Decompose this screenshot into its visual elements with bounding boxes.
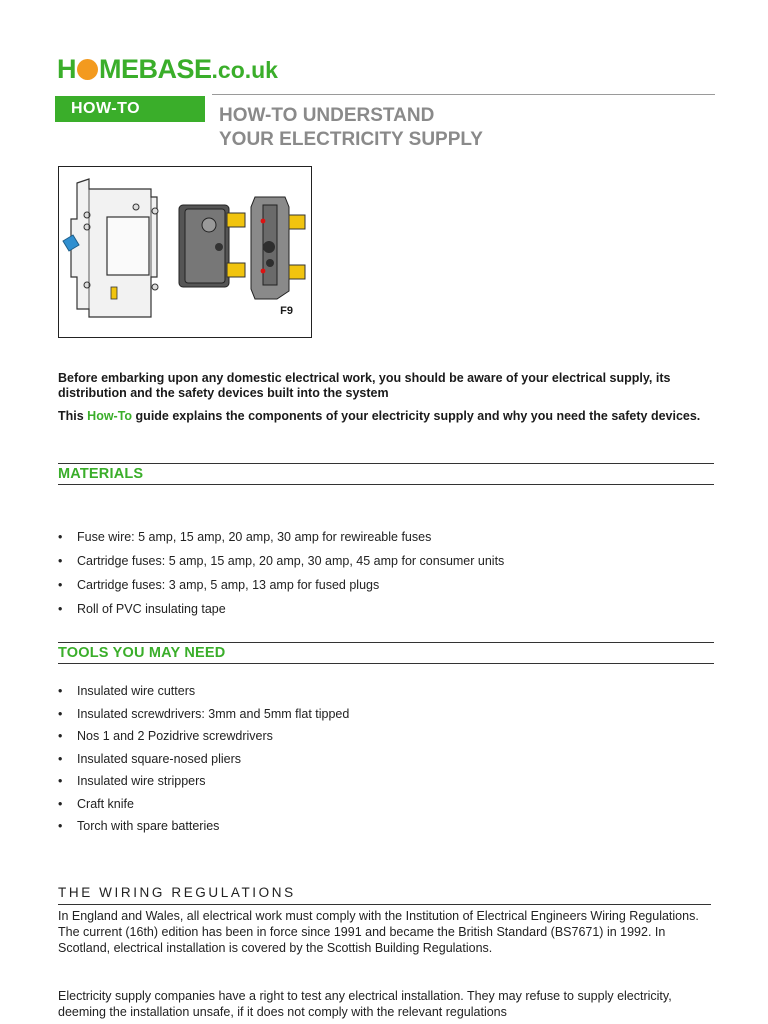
header-divider: [212, 94, 715, 95]
tools-heading: TOOLS YOU MAY NEED: [58, 645, 226, 661]
how-to-highlight: How-To: [87, 409, 133, 423]
wiring-paragraph-1: In England and Wales, all electrical work must comply with the Institution of Electrical Engineers Wiring Regulations. The current (16th) edition has been in force since 1991 and became the British Standard (BS7671) in 1992. In Scotland, electrical installation is covered by the Scottish Building Regulations.: [58, 909, 699, 955]
materials-heading-bar: [58, 463, 714, 485]
list-item: • Insulated wire cutters: [58, 684, 349, 698]
homebase-logo: H MEBASE.co.uk: [57, 54, 278, 84]
page-title: [219, 104, 483, 152]
list-item: • Fuse wire: 5 amp, 15 amp, 20 amp, 30 amp for rewireable fuses: [58, 530, 504, 544]
intro-text: [58, 371, 708, 432]
tools-list: [58, 684, 349, 833]
fuse-carrier-drawing: [179, 205, 245, 287]
list-item: • Cartridge fuses: 3 amp, 5 amp, 13 amp for fused plugs: [58, 578, 504, 592]
materials-heading: MATERIALS: [58, 466, 144, 482]
figure-label: F9: [280, 305, 293, 317]
materials-list: [58, 530, 504, 616]
fuse-holder-drawing: [251, 197, 305, 299]
list-item: • Insulated screwdrivers: 3mm and 5mm flat tipped: [58, 707, 349, 721]
figure-fuse-illustration: [58, 166, 312, 338]
title-line-1: HOW-TO UNDERSTAND: [219, 105, 435, 126]
list-item: • Roll of PVC insulating tape: [58, 602, 504, 616]
intro-paragraph-2: This How-To guide explains the components of your electricity supply and why you need the safety devices.: [58, 409, 701, 423]
intro-paragraph-1: Before embarking upon any domestic electrical work, you should be aware of your electrical supply, its distribution and the safety devices built into the system: [58, 371, 671, 400]
list-item: • Torch with spare batteries: [58, 819, 349, 833]
tools-heading-bar: [58, 642, 714, 664]
logo-orange-dot-icon: [77, 59, 98, 80]
wiring-regulations-heading: THE WIRING REGULATIONS: [58, 885, 711, 905]
circuit-breaker-drawing: [63, 179, 158, 317]
list-item: • Insulated wire strippers: [58, 774, 349, 788]
title-line-2: YOUR ELECTRICITY SUPPLY: [219, 129, 483, 150]
wiring-paragraph-2: Electricity supply companies have a right to test any electrical installation. They may refuse to supply electricity, deeming the installation unsafe, if it does not comply with the relevant regulations: [58, 989, 672, 1019]
list-item: • Nos 1 and 2 Pozidrive screwdrivers: [58, 729, 349, 743]
fuse-illustration-svg: [59, 167, 313, 339]
list-item: • Cartridge fuses: 5 amp, 15 amp, 20 amp, 30 amp, 45 amp for consumer units: [58, 554, 504, 568]
list-item: • Insulated square-nosed pliers: [58, 752, 349, 766]
how-to-badge: HOW-TO: [55, 96, 205, 122]
list-item: • Craft knife: [58, 797, 349, 811]
